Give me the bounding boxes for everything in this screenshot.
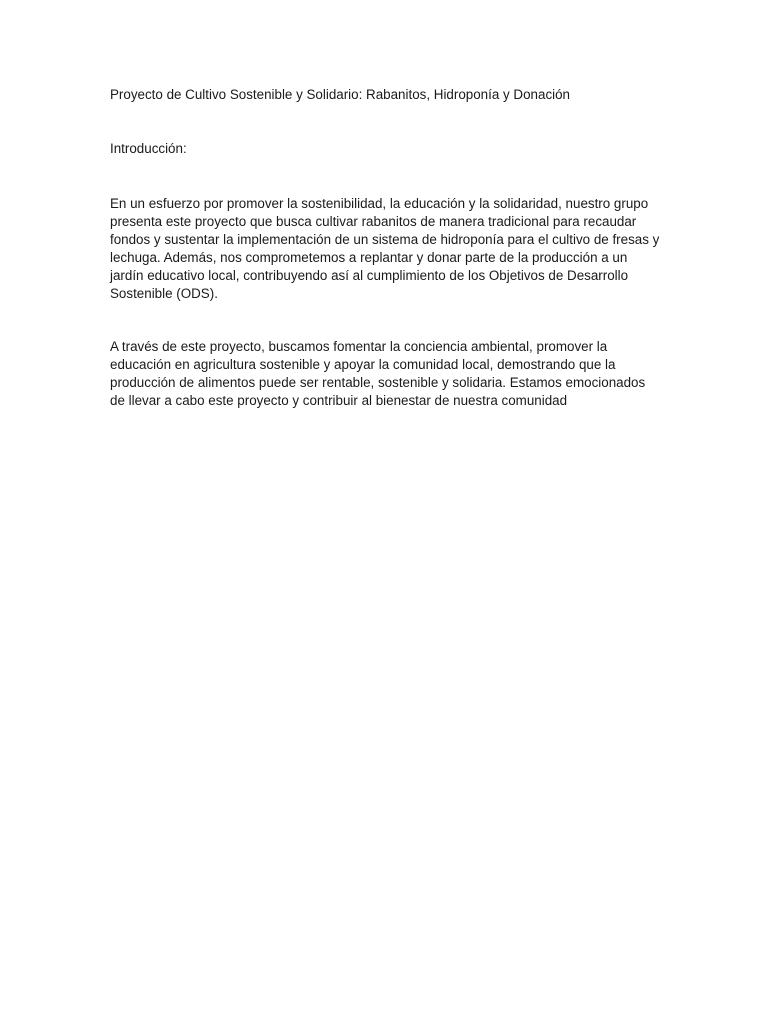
paragraph-2: A través de este proyecto, buscamos fomentar la conciencia ambiental, promover la educación en agricultura sostenible y apoyar la comunidad local, demostrando que la producción de alimentos puede ser rentable, sostenible y solidaria. Estamos emocionados de llevar a cabo este proyecto y contribuir al bienestar de nuestra comunidad (110, 339, 646, 408)
document-title: Proyecto de Cultivo Sostenible y Solidario: Rabanitos, Hidroponía y Donación (110, 87, 571, 102)
paragraph-1: En un esfuerzo por promover la sostenibilidad, la educación y la solidaridad, nuestro grupo presenta este proyecto que busca cultivar rabanitos de manera tradicional para recaudar fondos y sustentar la implementación de un sistema de hidroponía para el cultivo de fresas y lechuga. Además, nos comprometemos a replantar y donar parte de la producción a un jardín educativo local, contribuyendo así al cumplimiento de los Objetivos de Desarrollo Sostenible (ODS). (110, 196, 660, 301)
intro-heading: Introducción: (110, 141, 187, 156)
